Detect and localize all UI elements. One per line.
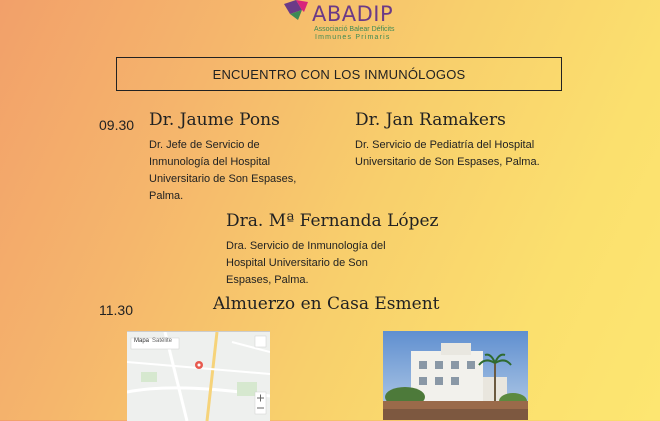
desc-line: Hospital Universitario de Son: [226, 257, 368, 269]
speaker-desc-lopez: [226, 238, 426, 289]
desc-line: Universitario de Son Espases, Palma.: [355, 156, 540, 168]
speaker-name-pons: Dr. Jaume Pons: [149, 110, 280, 130]
logo-subtitle: Associació Balear Déficits: [314, 26, 395, 33]
map-tab-map[interactable]: Mapa: [134, 338, 150, 344]
speaker-name-lopez: Dra. Mª Fernanda López: [226, 211, 439, 231]
desc-line: Espases, Palma.: [226, 274, 309, 286]
desc-line: Dra. Servicio de Inmunología del: [226, 240, 386, 252]
logo-subtitle-2: Immunes Primaris: [315, 34, 391, 41]
desc-line: Dr. Jefe de Servicio de: [149, 139, 260, 151]
logo-name: ABADIP: [312, 2, 394, 26]
map-tab-satellite[interactable]: Satélite: [152, 338, 173, 344]
speaker-desc-ramakers: [355, 137, 595, 171]
speaker-name-ramakers: Dr. Jan Ramakers: [355, 110, 506, 130]
event-title-banner: [116, 57, 562, 91]
lunch-title: Almuerzo en Casa Esment: [213, 294, 440, 314]
abadip-logo: [282, 0, 402, 44]
logo-mark-icon: [282, 0, 316, 26]
fullscreen-icon[interactable]: [255, 336, 266, 347]
desc-line: Inmunología del Hospital: [149, 156, 271, 168]
venue-photo: [383, 331, 528, 420]
time-1130: 11.30: [99, 302, 133, 318]
desc-line: Universitario de Son Espases,: [149, 173, 297, 185]
location-map[interactable]: [127, 331, 270, 421]
speaker-desc-pons: [149, 137, 329, 205]
desc-line: Dr. Servicio de Pediatría del Hospital: [355, 139, 535, 151]
desc-line: Palma.: [149, 190, 184, 202]
time-0930: 09.30: [99, 117, 135, 133]
event-title: ENCUENTRO CON LOS INMUNÓLOGOS: [212, 66, 466, 82]
